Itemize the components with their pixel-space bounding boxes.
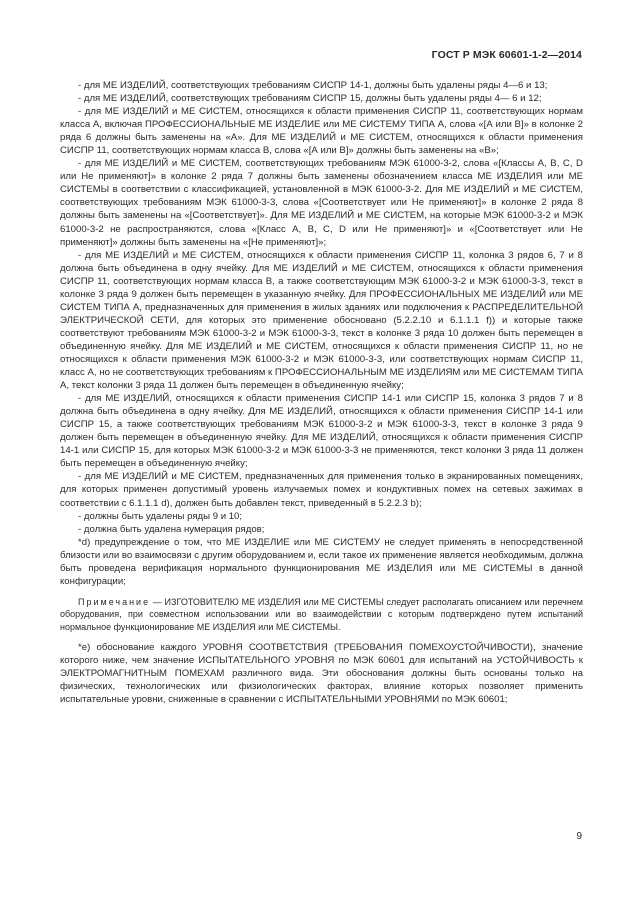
- paragraph: - для МЕ ИЗДЕЛИЙ и МЕ СИСТЕМ, относящихся к области применения СИСПР 11, соответствующих нормам класса А, включая ПРОФЕССИОНАЛЬНЫЕ МЕ ИЗДЕЛИЕ или МЕ СИСТЕМУ ТИПА А, слова «[А или В]» в колонке 2 ряда 6 должны быть заменены на «А». Для МЕ ИЗДЕЛИЙ и МЕ СИСТЕМ, относящихся к области применения СИСПР 11, соответствующих нормам класса В, слова «[А или В]» должны быть заменены на «В»;: [60, 106, 583, 157]
- paragraph: - для МЕ ИЗДЕЛИЙ и МЕ СИСТЕМ, относящихся к области применения СИСПР 11, колонка 3 рядов 6, 7 и 8 должна быть объединена в одну ячейку. Для МЕ ИЗДЕЛИЙ и МЕ СИСТЕМ, относящихся к области применения СИСПР 11, соответствующих нормам класса В, а также соответствующим МЭК 61000-3-2 и МЭК 61000-3-3, текст в колонке 3 ряда 9 должен быть перемещен в указанную ячейку. Для ПРОФЕССИОНАЛЬНЫХ МЕ ИЗДЕЛИЙ или МЕ СИСТЕМ ТИПА А, предназначенных для применения в жилых зданиях или подключения к РАСПРЕДЕЛИТЕЛЬНОЙ ЭЛЕКТРИЧЕСКОЙ СЕТИ, для которых это применение обосновано (5.2.2.10 и 6.1.1.1 f)) и которые также соответствуют требованиям МЭК 61000-3-2 и МЭК 61000-3-3, текст в колонке 3 ряда 10 должен быть перемещен в объединенную ячейку. Для МЕ ИЗДЕЛИЙ и МЕ СИСТЕМ, относящихся к области применения СИСПР 11, но не относящихся к области применения МЭК 61000-3-2 и МЭК 61000-3-3, или соответствующих нормам СИСПР 11, класс А, но не соответствующих требованиям к ПРОФЕССИОНАЛЬНЫМ МЕ ИЗДЕЛИЯМ или МЕ СИСТЕМАМ ТИПА А, текст колонки 3 ряда 11 должен быть перемещен в объединенную ячейку;: [60, 249, 583, 392]
- paragraph: - для МЕ ИЗДЕЛИЙ и МЕ СИСТЕМ, предназначенных для применения только в экранированных помещениях, для которых применен допустимый уровень излучаемых помех и кондуктивных помех на сетевых зажимах в соответствии с 6.1.1.1 d), должен быть добавлен текст, приведенный в 5.2.2.3 b);: [60, 471, 583, 509]
- paragraph: - должна быть удалена нумерация рядов;: [78, 523, 265, 535]
- note-text: — ИЗГОТОВИТЕЛЮ МЕ ИЗДЕЛИЯ или МЕ СИСТЕМЫ следует располагать описанием или перечнем оборудования, при совместном использовании или во взаимодействии с которым подтверждено путем испытаний нормальное функционирование МЕ ИЗДЕЛИЯ или МЕ СИСТЕМЫ.: [60, 596, 583, 633]
- document-header: ГОСТ Р МЭК 60601-1-2—2014: [431, 49, 582, 61]
- note-lead: Примечание: [78, 596, 151, 607]
- paragraph: - должны быть удалены ряды 9 и 10;: [78, 510, 243, 522]
- document-body: [60, 79, 583, 706]
- paragraph: *d) предупреждение о том, что МЕ ИЗДЕЛИЕ или МЕ СИСТЕМУ не следует применять в непосредственной близости или во взаимосвязи с другим оборудованием и, если такое их применение является необходимым, должна быть проведена верификация нормального функционирования МЕ ИЗДЕЛИЯ или МЕ СИСТЕМЫ в данной конфигурации;: [60, 536, 584, 587]
- note: [60, 596, 583, 634]
- paragraph: - для МЕ ИЗДЕЛИЙ, соответствующих требованиям СИСПР 14-1, должны быть удалены ряды 4—6 и 13;: [78, 80, 548, 91]
- page-number: 9: [576, 831, 582, 842]
- paragraph: - для МЕ ИЗДЕЛИЙ и МЕ СИСТЕМ, соответствующих требованиям МЭК 61000-3-2, слова «[Классы А, В, С, D или Не применяют]» в колонке 2 ряда 7 должны быть заменены обозначением класса МЕ ИЗДЕЛИЯ или МЕ СИСТЕМЫ в соответствии с классификацией, установленной в МЭК 61000-3-2. Для МЕ ИЗДЕЛИЙ и МЕ СИСТЕМ, соответствующих требованиям МЭК 61000-3-3, слова «[Соответствует или Не применяют]» в колонке 2 ряда 8 должны быть заменены на «[Соответствует]». Для МЕ ИЗДЕЛИЙ и МЕ СИСТЕМ, на которые МЭК 61000-3-2 и МЭК 61000-3-2 не распространяются, слова «[Класс А, В, С, D или Не применяют]» и «[Соответствует или Не применяют]» должны быть заменены на «[Не применяют]»;: [60, 158, 583, 248]
- paragraph: - для МЕ ИЗДЕЛИЙ, относящихся к области применения СИСПР 14-1 или СИСПР 15, колонка 3 рядов 7 и 8 должна быть объединена в одну ячейку. Для МЕ ИЗДЕЛИЙ, относящихся к области применения СИСПР 14-1 или СИСПР 15, а также соответствующих требованиям МЭК 61000-3-2 и МЭК 61000-3-3, текст в колонке 3 ряда 9 должен быть перемещен в объединенную ячейку. Для МЕ ИЗДЕЛИЙ, относящихся к области применения СИСПР 14-1 или СИСПР 15, для которых МЭК 61000-3-2 и МЭК 61000-3-3 не применяются, текст колонки 3 ряда 11 должен быть перемещен в объединенную ячейку;: [60, 393, 583, 470]
- paragraph: *е) обоснование каждого УРОВНЯ СООТВЕТСТВИЯ (ТРЕБОВАНИЯ ПОМЕХОУСТОЙЧИВОСТИ), значение которого ниже, чем значение ИСПЫТАТЕЛЬНОГО УРОВНЯ по МЭК 60601 для испытаний на УСТОЙЧИВОСТЬ к ЭЛЕКТРОМАГНИТНЫМ ПОМЕХАМ различного вида. Эти обоснования должны быть основаны только на физических, технологических или физиологических факторах, влияние которых позволяет применить испытательные уровни, сниженные в сравнении с ИСПЫТАТЕЛЬНЫМИ УРОВНЯМИ по МЭК 60601;: [60, 641, 583, 705]
- paragraph: - для МЕ ИЗДЕЛИЙ, соответствующих требованиям СИСПР 15, должны быть удалены ряды 4— 6 и 12;: [78, 93, 542, 105]
